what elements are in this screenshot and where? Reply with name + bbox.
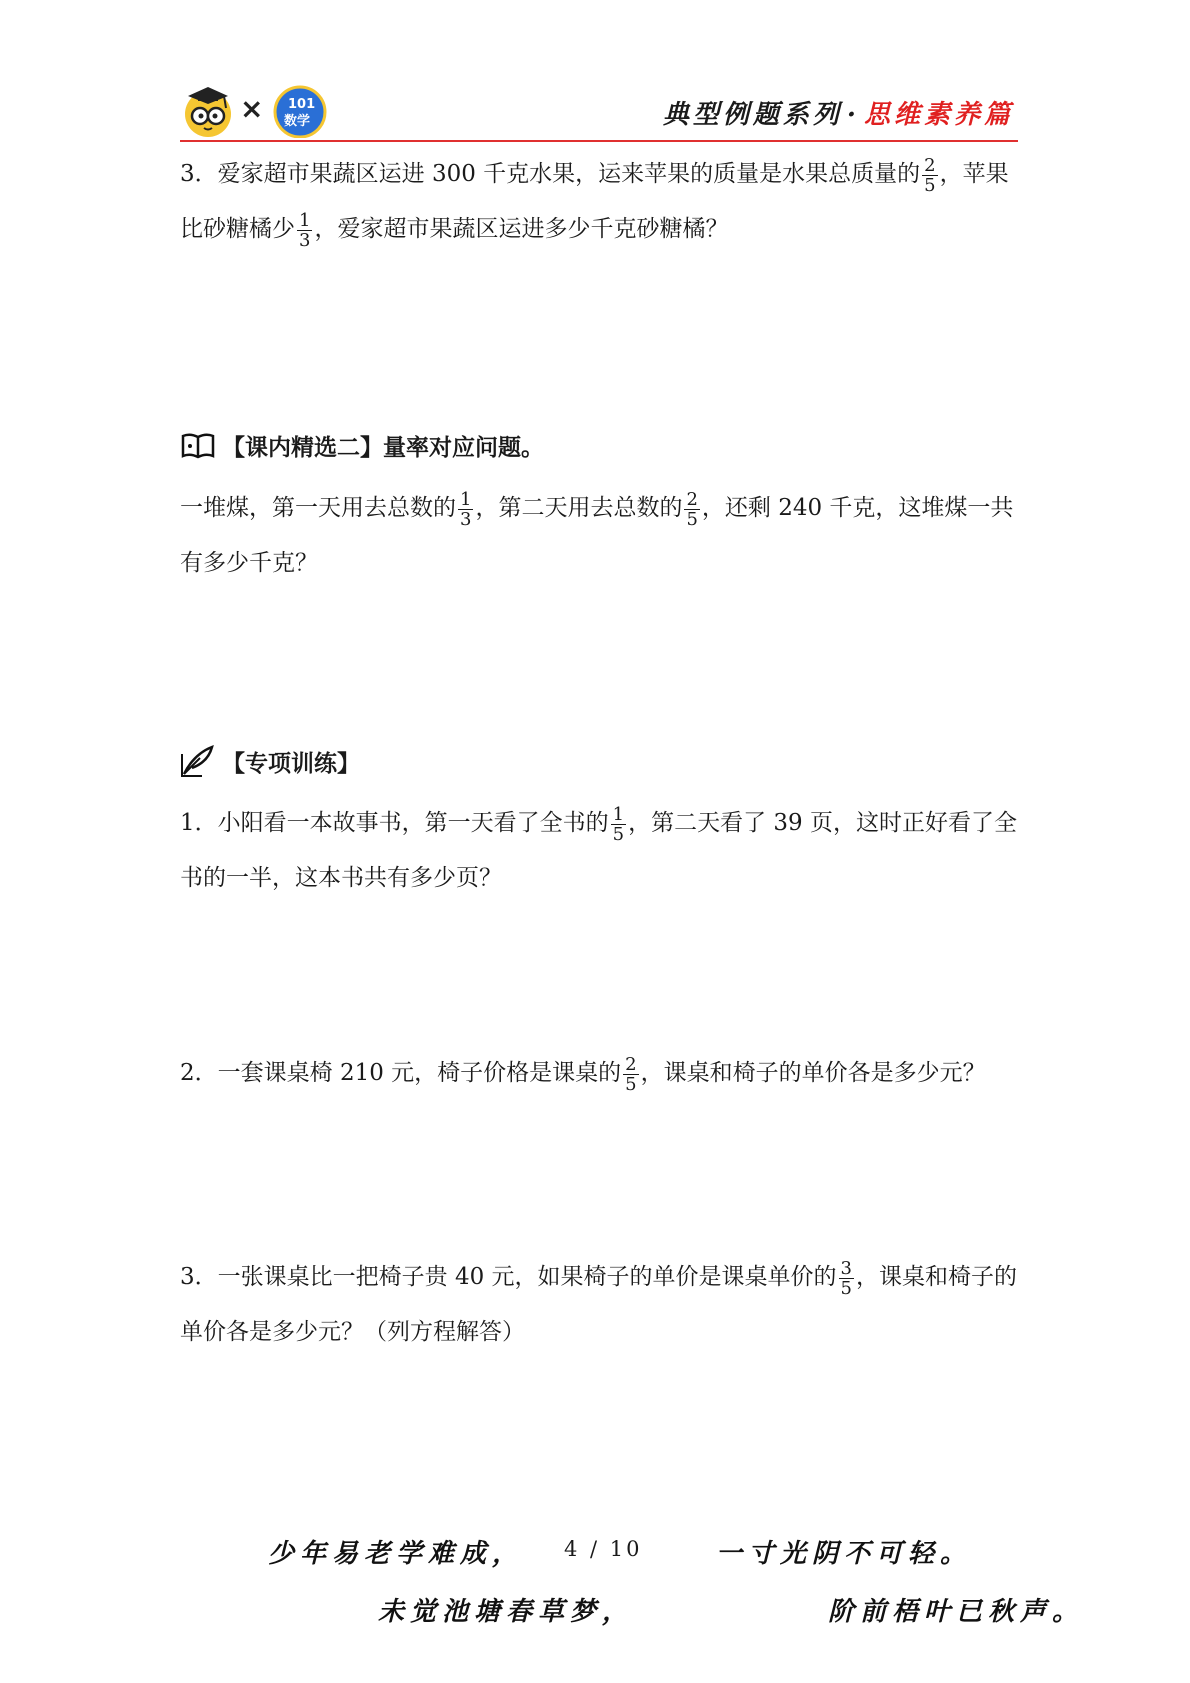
fraction xyxy=(623,1055,638,1094)
example-text-c: ，还剩 240 千克，这堆煤一共有多少千克？ xyxy=(180,495,1014,576)
open-book-icon xyxy=(180,431,216,461)
question-3 xyxy=(180,147,1020,257)
logo-101-label: 数学 xyxy=(284,114,311,129)
training-3-text-a: 3．一张课桌比一把椅子贵 40 元，如果椅子的单价是课桌单价的 xyxy=(180,1264,837,1290)
example-text-a: 一堆煤，第一天用去总数的 xyxy=(180,495,456,521)
fraction-numerator: 1 xyxy=(460,488,472,510)
series-title xyxy=(663,94,1014,131)
poem-line-1-right: 一寸光阴不可轻。 xyxy=(716,1539,973,1569)
fraction xyxy=(611,805,626,844)
math101-logo-icon xyxy=(270,82,330,138)
section-heading-example xyxy=(180,429,544,462)
fraction-numerator: 2 xyxy=(625,1053,637,1075)
logo-101-number: 101 xyxy=(288,97,316,112)
training-3-text-b: ，课桌和椅子的单价各是多少元？（列方程解答） xyxy=(180,1264,1017,1345)
fraction-denominator: 5 xyxy=(924,174,936,196)
example-text-b: ，第二天用去总数的 xyxy=(475,495,683,521)
fraction xyxy=(922,156,937,195)
fraction-numerator: 1 xyxy=(612,803,625,825)
fraction-denominator: 5 xyxy=(840,1277,852,1299)
fraction-denominator: 5 xyxy=(625,1073,637,1095)
training-2-text-a: 2．一套课桌椅 210 元，椅子价格是课桌的 xyxy=(180,1060,622,1086)
question-3-text-c: ，爱家超市果蔬区运进多少千克砂糖橘？ xyxy=(314,216,729,242)
quill-pen-icon xyxy=(180,744,216,778)
poem-line-2-left: 未觉池塘春草梦， xyxy=(378,1597,635,1627)
question-3-text-b: ，苹果比砂糖橘少 xyxy=(180,161,1009,242)
section-title: 【专项训练】 xyxy=(222,750,360,777)
header-divider xyxy=(180,140,1018,142)
fraction-numerator: 3 xyxy=(840,1257,852,1279)
training-question-1 xyxy=(180,796,1020,906)
poem-line-1-left: 少年易老学难成， xyxy=(268,1539,525,1569)
page-number: 4 / 10 xyxy=(564,1537,643,1561)
fraction-numerator: 2 xyxy=(686,488,698,510)
owl-logo-icon xyxy=(180,82,236,138)
fraction-numerator: 2 xyxy=(924,154,936,176)
question-3-text-a: 3．爱家超市果蔬区运进 300 千克水果，运来苹果的质量是水果总质量的 xyxy=(180,161,921,187)
fraction-denominator: 3 xyxy=(460,508,472,530)
fraction xyxy=(684,490,699,529)
series-title-dot: · xyxy=(846,100,860,130)
training-question-2 xyxy=(180,1046,1020,1101)
collab-times-sign: × xyxy=(240,92,264,125)
training-question-3 xyxy=(180,1250,1020,1360)
training-1-text-a: 1．小阳看一本故事书，第一天看了全书的 xyxy=(180,810,609,836)
fraction-numerator: 1 xyxy=(299,209,311,231)
training-1-text-b: ，第二天看了 39 页，这时正好看了全书的一半，这本书共有多少页？ xyxy=(180,810,1017,891)
fraction xyxy=(839,1259,854,1298)
example-problem xyxy=(180,481,1020,591)
training-2-text-b: ，课桌和椅子的单价各是多少元？ xyxy=(640,1060,986,1086)
fraction-denominator: 5 xyxy=(612,823,625,845)
section-heading-training xyxy=(180,744,360,778)
fraction-denominator: 5 xyxy=(686,508,698,530)
series-title-main: 典型例题系列 xyxy=(662,100,843,130)
poem-line-2-right: 阶前梧叶已秋声。 xyxy=(828,1597,1085,1627)
fraction xyxy=(297,211,312,250)
fraction xyxy=(458,490,473,529)
series-title-sub: 思维素养篇 xyxy=(863,100,1014,130)
section-title: 【课内精选二】量率对应问题。 xyxy=(222,435,544,461)
fraction-denominator: 3 xyxy=(299,229,311,251)
